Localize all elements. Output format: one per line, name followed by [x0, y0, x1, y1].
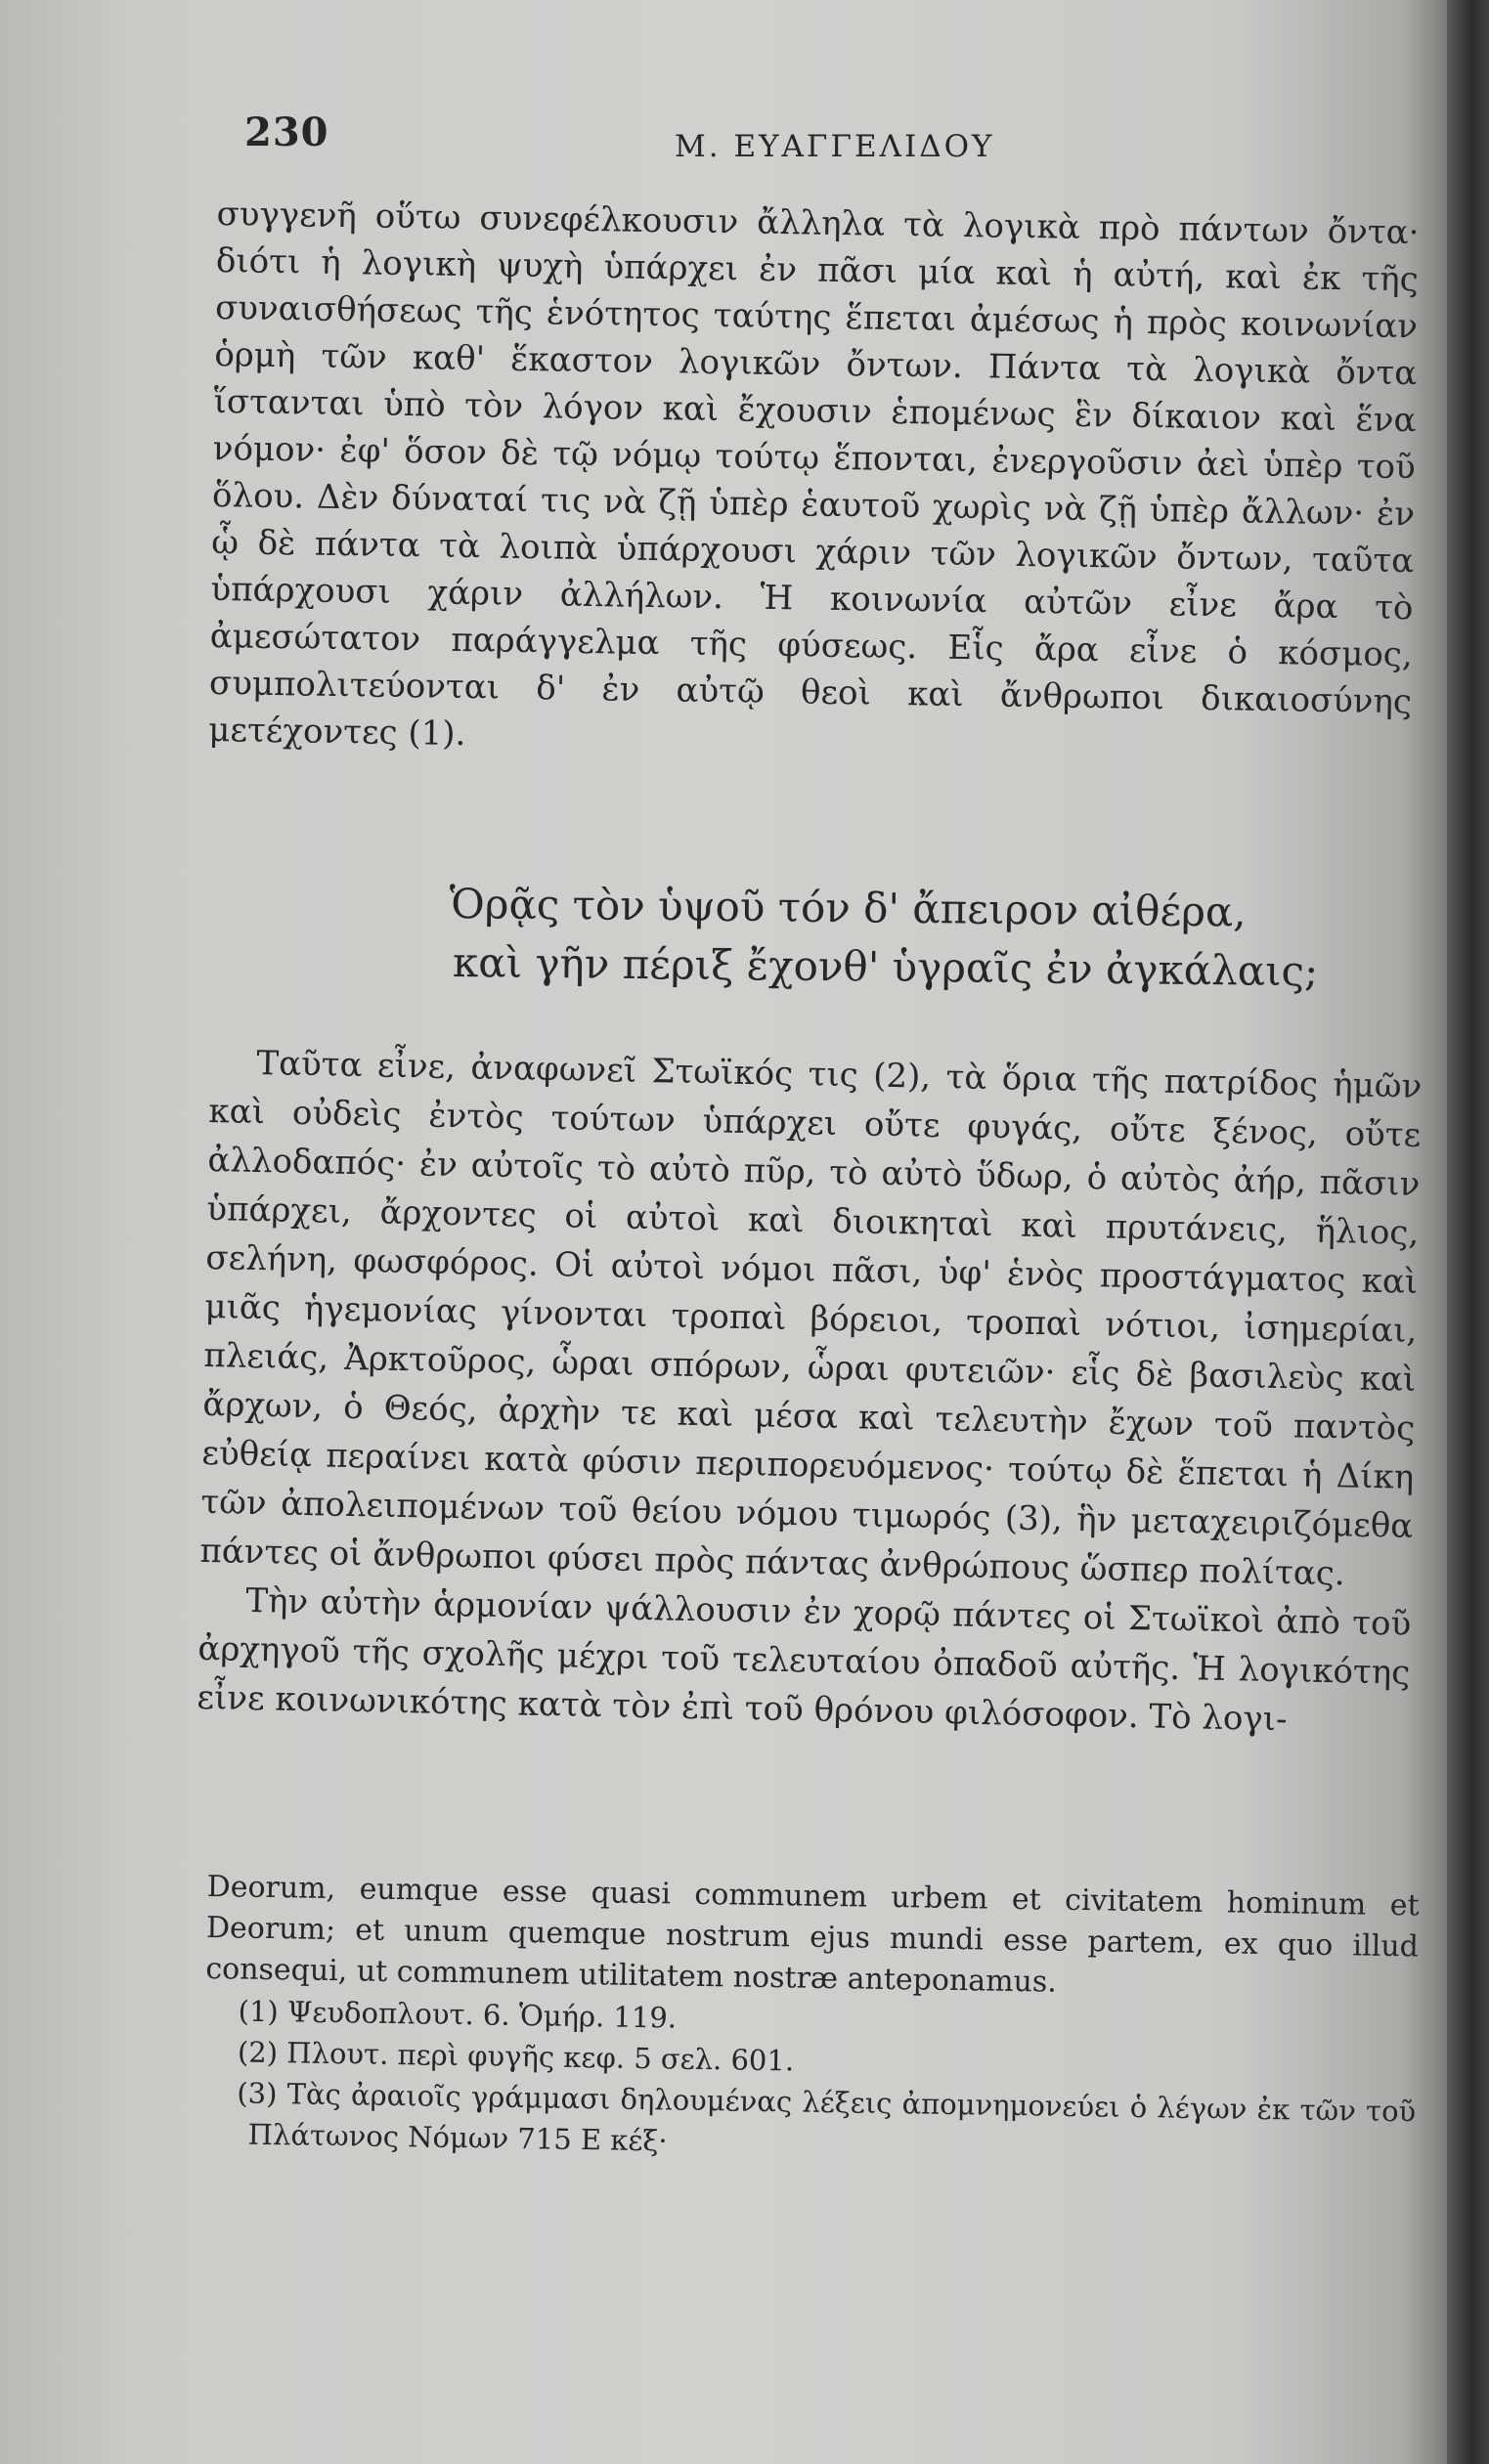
- book-edge-shadow: [1447, 0, 1489, 2464]
- footnote-1: (1) Ψευδοπλουτ. 6. Ὁμήρ. 119.: [238, 1994, 678, 2035]
- verse-line-1: Ὁρᾷς τὸν ὑψοῦ τόν δ' ἄπειρον αἰθέρα,: [449, 879, 1247, 936]
- body-text-top: [208, 191, 1420, 772]
- footnotes: [202, 1867, 1419, 2173]
- page-number: 230: [244, 109, 329, 155]
- paragraph-3: Τὴν αὐτὴν ἁρμονίαν ψάλλουσιν ἐν χορῷ πάντες οἱ Στωϊκοὶ ἀπὸ τοῦ ἀρχηγοῦ τῆς σχολῆς μέχρι τοῦ τελευταίου ὀπαδοῦ αὐτῆς. Ἡ λογικότης εἶνε κοινωνικότης κατὰ τὸν ἐπὶ τοῦ θρόνου φιλόσοφον. Τὸ λογι-: [197, 1580, 1412, 1740]
- running-head: Μ. ΕΥΑΓΓΕΛΙΔΟΥ: [675, 129, 995, 164]
- verse-quote: [449, 875, 1330, 1001]
- paragraph-2: Ταῦτα εἶνε, ἀναφωνεῖ Στωϊκός τις (2), τὰ ὅρια τῆς πατρίδος ἡμῶν καὶ οὐδεὶς ἐντὸς τούτων ὑπάρχει οὔτε φυγάς, οὔτε ξένος, οὔτε ἀλλοδαπός· ἐν αὐτοῖς τὸ αὐτὸ πῦρ, τὸ αὐτὸ ὕδωρ, ὁ αὐτὸς ἀήρ, πᾶσιν ὑπάρχει, ἄρχοντες οἱ αὐτοὶ καὶ διοικηταὶ καὶ πρυτάνεις, ἥλιος, σελήνη, φωσφόρος. Οἱ αὐτοὶ νόμοι πᾶσι, ὑφ' ἑνὸς προστάγματος καὶ μιᾶς ἡγεμονίας γίνονται τροπαὶ βόρειοι, τροπαὶ νότιοι, ἰσημερίαι, πλειάς, Ἀρκτοῦρος, ὧραι σπόρων, ὧραι φυτειῶν· εἷς δὲ βασιλεὺς καὶ ἄρχων, ὁ Θεός, ἀρχὴν τε καὶ μέσα καὶ τελευτὴν ἔχων τοῦ παντὸς εὐθείᾳ περαίνει κατὰ φύσιν περιπορευόμενος· τούτῳ δὲ ἕπεται ἡ Δίκη τῶν ἀπολειπομένων τοῦ θείου νόμου τιμωρός (3), ἣν μεταχειριζόμεθα πάντες οἱ ἄνθρωποι φύσει πρὸς πάντας ἀνθρώπους ὥσπερ πολίτας.: [199, 1043, 1423, 1594]
- body-text-bottom: [197, 1038, 1423, 1747]
- footnote-latin-continuation: Deorum, eumque esse quasi communem urbem et civitatem hominum et Deorum; et unum quemque nostrum ejus mundi esse partem, ex quo illud consequi, ut communem utilitatem nostræ anteponamus.: [205, 1869, 1420, 2000]
- footnote-2: (2) Πλουτ. περὶ φυγῆς κεφ. 5 σελ. 601.: [237, 2035, 795, 2078]
- paragraph-1: συγγενῆ οὕτω συνεφέλκουσιν ἄλληλα τὰ λογικὰ πρὸ πάντων ὄντα· διότι ἡ λογικὴ ψυχὴ ὑπάρχει ἐν πᾶσι μία καὶ ἡ αὐτή, καὶ ἐκ τῆς συναισθήσεως τῆς ἑνότητος ταύτης ἕπεται ἀμέσως ἡ πρὸς κοινωνίαν ὁρμὴ τῶν καθ' ἕκαστον λογικῶν ὄντων. Πάντα τὰ λογικὰ ὄντα ἵστανται ὑπὸ τὸν λόγον καὶ ἔχουσιν ἑπομένως ἓν δίκαιον καὶ ἕνα νόμον· ἐφ' ὅσον δὲ τῷ νόμῳ τούτῳ ἕπονται, ἐνεργοῦσιν ἀεὶ ὑπὲρ τοῦ ὅλου. Δὲν δύναταί τις νὰ ζῇ ὑπὲρ ἑαυτοῦ χωρὶς νὰ ζῇ ὑπὲρ ἄλλων· ἐν ᾧ δὲ πάντα τὰ λοιπὰ ὑπάρχουσι χάριν τῶν λογικῶν ὄντων, ταῦτα ὑπάρχουσι χάριν ἀλλήλων. Ἡ κοινωνία αὐτῶν εἶνε ἄρα τὸ ἀμεσώτατον παράγγελμα τῆς φύσεως. Εἷς ἄρα εἶνε ὁ κόσμος, συμπολιτεύονται δ' ἐν αὐτῷ θεοὶ καὶ ἄνθρωποι δικαιοσύνης μετέχοντες (1).: [208, 194, 1420, 755]
- page-header: [244, 109, 1369, 178]
- footnote-3: (3) Τὰς ἀραιοῖς γράμμασι δηλουμένας λέξεις ἀπομνημονεύει ὁ λέγων ἐκ τῶν τοῦ Πλάτωνος Νόμων 715 Ε κέξ·: [237, 2076, 1417, 2158]
- verse-line-2: καὶ γῆν πέριξ ἔχονθ' ὑγραῖς ἐν ἀγκάλαις;: [452, 938, 1319, 996]
